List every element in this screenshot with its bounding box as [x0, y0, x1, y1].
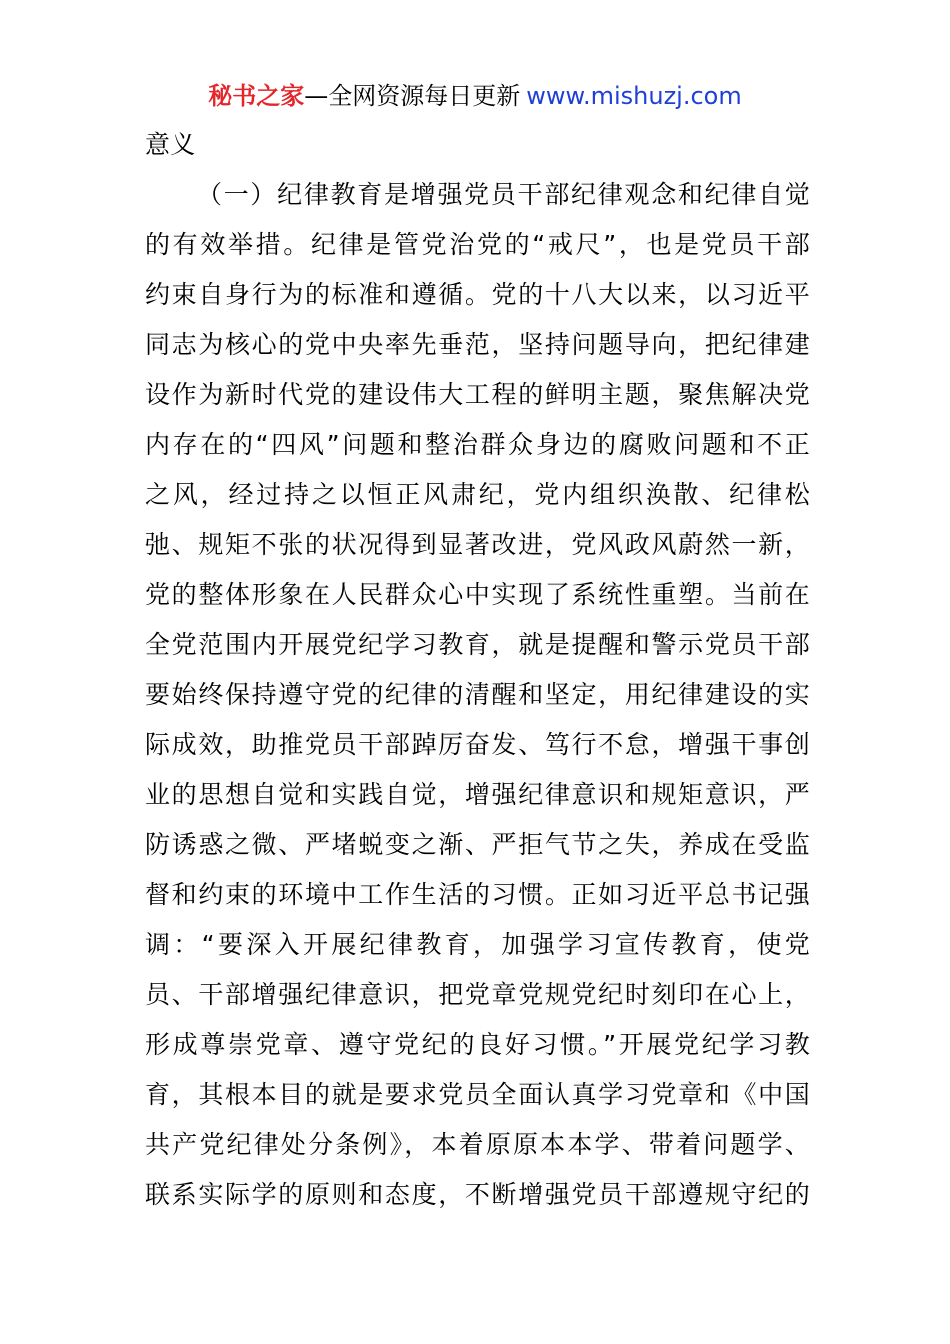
- brand-name: 秘书之家: [208, 82, 305, 110]
- section-heading-line: （一）纪律教育是增强党员干部纪律观念和纪律自觉: [197, 180, 810, 209]
- text-line: 防诱惑之微、严堵蜕变之渐、严拒气节之失，养成在受监: [145, 830, 810, 859]
- text-line: 的有效举措。纪律是管党治党的“戒尺”，也是党员干部: [145, 230, 810, 259]
- text-line: 党的整体形象在人民群众心中实现了系统性重塑。当前在: [145, 580, 810, 609]
- text-line: 意义: [145, 130, 196, 159]
- text-line: 联系实际学的原则和态度，不断增强党员干部遵规守纪的: [145, 1180, 810, 1209]
- document-body: [145, 120, 810, 1220]
- text-line: 业的思想自觉和实践自觉，增强纪律意识和规矩意识，严: [145, 780, 810, 809]
- text-line: 共产党纪律处分条例》，本着原原本本学、带着问题学、: [145, 1130, 810, 1159]
- header-url[interactable]: www.mishuzj.com: [526, 82, 742, 110]
- page-header: [0, 80, 950, 112]
- text-line: 内存在的“四风”问题和整治群众身边的腐败问题和不正: [145, 430, 810, 459]
- text-line: 弛、规矩不张的状况得到显著改进，党风政风蔚然一新，: [145, 530, 810, 559]
- text-line: 育，其根本目的就是要求党员全面认真学习党章和《中国: [145, 1080, 810, 1109]
- text-line: 约束自身行为的标准和遵循。党的十八大以来，以习近平: [145, 280, 810, 309]
- text-line: 设作为新时代党的建设伟大工程的鲜明主题，聚焦解决党: [145, 380, 810, 409]
- header-slogan: —全网资源每日更新: [304, 82, 521, 110]
- text-line: 同志为核心的党中央率先垂范，坚持问题导向，把纪律建: [145, 330, 810, 359]
- text-line: 督和约束的环境中工作生活的习惯。正如习近平总书记强: [145, 880, 810, 909]
- text-line: 要始终保持遵守党的纪律的清醒和坚定，用纪律建设的实: [145, 680, 810, 709]
- text-line: 调：“要深入开展纪律教育，加强学习宣传教育，使党: [145, 930, 810, 959]
- text-line: 员、干部增强纪律意识，把党章党规党纪时刻印在心上，: [145, 980, 810, 1009]
- text-line: 际成效，助推党员干部踔厉奋发、笃行不怠，增强干事创: [145, 730, 810, 759]
- text-line: 形成尊崇党章、遵守党纪的良好习惯。”开展党纪学习教: [145, 1030, 810, 1059]
- text-line: 之风，经过持之以恒正风肃纪，党内组织涣散、纪律松: [145, 480, 810, 509]
- text-line: 全党范围内开展党纪学习教育，就是提醒和警示党员干部: [145, 630, 810, 659]
